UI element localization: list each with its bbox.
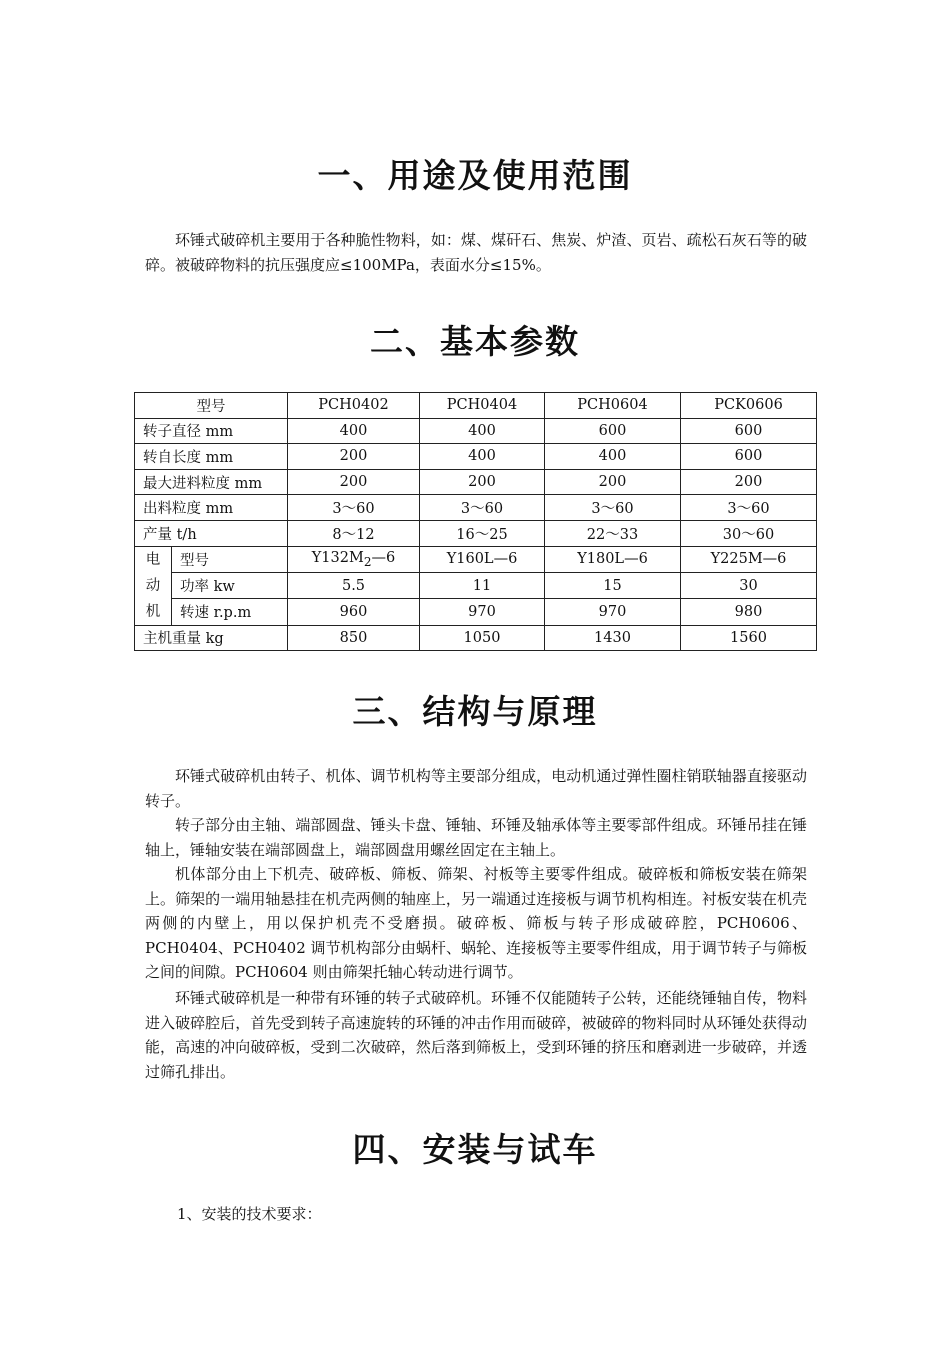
section-title-structure: 三、结构与原理 <box>352 692 598 731</box>
table-cell: 8～12 <box>288 520 420 546</box>
table-cell: Y180L—6 <box>545 546 681 572</box>
table-cell: 970 <box>545 599 681 625</box>
row-label: 转自长度 mm <box>135 444 288 470</box>
table-cell: 3～60 <box>288 495 420 521</box>
table-cell: 22～33 <box>545 520 681 546</box>
table-row <box>135 625 817 651</box>
motor-model-prefix: Y132M <box>311 549 364 566</box>
row-label: 主机重量 kg <box>135 625 288 651</box>
table-cell: 970 <box>420 599 545 625</box>
table-cell: 1050 <box>420 625 545 651</box>
table-cell: 16～25 <box>420 520 545 546</box>
table-cell: 400 <box>545 444 681 470</box>
row-label: 出料粒度 mm <box>135 495 288 521</box>
header-model-4: PCK0606 <box>681 393 817 419</box>
section-title-installation: 四、安装与试车 <box>352 1130 598 1169</box>
motor-char: 电 <box>145 551 161 568</box>
structure-paragraph-3: 机体部分由上下机壳、破碎板、筛板、筛架、衬板等主要零件组成。破碎板和筛板安装在筛架上。筛架的一端用轴悬挂在机壳两侧的轴座上，另一端通过连接板与调节机构相连。衬板安装在机壳两侧的内壁上，用以保护机壳不受磨损。破碎板、筛板与转子形成破碎腔，PCH0606、PCH0404、PCH0402 调节机构部分由蜗杆、蜗轮、连接板等主要零件组成，用于调节转子与筛板之间的间隙。PCH0604 则由筛架托轴心转动进行调节。 <box>145 865 807 981</box>
header-model-2: PCH0404 <box>420 393 545 419</box>
table-cell: 400 <box>288 418 420 444</box>
table-cell: 3～60 <box>420 495 545 521</box>
table-cell: 15 <box>545 572 681 598</box>
section-title-parameters: 二、基本参数 <box>370 322 580 361</box>
table-cell: 960 <box>288 599 420 625</box>
table-cell: 5.5 <box>288 572 420 598</box>
table-cell: 1560 <box>681 625 817 651</box>
usage-paragraph: 环锤式破碎机主要用于各种脆性物料，如：煤、煤矸石、焦炭、炉渣、页岩、疏松石灰石等的破碎。被破碎物料的抗压强度应≤100MPa，表面水分≤15%。 <box>145 231 807 274</box>
table-cell: 3～60 <box>681 495 817 521</box>
structure-paragraph-4: 环锤式破碎机是一种带有环锤的转子式破碎机。环锤不仅能随转子公转，还能绕锤轴自传，物料进入破碎腔后，首先受到转子高速旋转的环锤的冲击作用而破碎，被破碎的物料同时从环锤处获得动能，高速的冲向破碎板，受到二次破碎，然后落到筛板上，受到环锤的挤压和磨剥进一步破碎，并透过筛孔排出。 <box>145 989 807 1081</box>
table-cell: 200 <box>288 444 420 470</box>
table-cell: 11 <box>420 572 545 598</box>
table-cell: 600 <box>545 418 681 444</box>
table-cell: 200 <box>681 469 817 495</box>
table-row <box>135 520 817 546</box>
table-row-motor-power <box>135 572 817 598</box>
table-cell: 200 <box>545 469 681 495</box>
table-row <box>135 495 817 521</box>
table-cell: 1430 <box>545 625 681 651</box>
row-label: 最大进料粒度 mm <box>135 469 288 495</box>
table-cell: 600 <box>681 418 817 444</box>
table-cell: 30 <box>681 572 817 598</box>
table-row-motor-model <box>135 546 817 572</box>
table-header-row <box>135 393 817 419</box>
row-label: 转子直径 mm <box>135 418 288 444</box>
motor-model-subscript: 2 <box>363 554 372 569</box>
header-model-1: PCH0402 <box>288 393 420 419</box>
table-cell: Y225M—6 <box>681 546 817 572</box>
row-label: 功率 kw <box>172 572 288 598</box>
motor-char: 动 <box>145 577 161 594</box>
table-cell: 850 <box>288 625 420 651</box>
header-model-3: PCH0604 <box>545 393 681 419</box>
table-row <box>135 444 817 470</box>
table-cell: 200 <box>288 469 420 495</box>
installation-item-1: 1、安装的技术要求： <box>177 1205 322 1223</box>
table-row-motor-speed <box>135 599 817 625</box>
table-row <box>135 418 817 444</box>
section-title-usage: 一、用途及使用范围 <box>317 156 633 195</box>
motor-model-suffix: —6 <box>371 549 396 566</box>
header-model-label: 型号 <box>135 393 288 419</box>
table-cell: Y160L—6 <box>420 546 545 572</box>
motor-group-label <box>135 546 172 625</box>
motor-char: 机 <box>145 603 161 620</box>
table-cell <box>288 546 420 572</box>
table-cell: 400 <box>420 444 545 470</box>
structure-paragraph-1: 环锤式破碎机由转子、机体、调节机构等主要部分组成，电动机通过弹性圈柱销联轴器直接驱动转子。 <box>145 767 807 810</box>
table-cell: 600 <box>681 444 817 470</box>
row-label: 产量 t/h <box>135 520 288 546</box>
parameters-table <box>134 392 817 651</box>
table-cell: 3～60 <box>545 495 681 521</box>
row-label: 转速 r.p.m <box>172 599 288 625</box>
table-cell: 980 <box>681 599 817 625</box>
table-row <box>135 469 817 495</box>
table-cell: 400 <box>420 418 545 444</box>
table-cell: 200 <box>420 469 545 495</box>
table-cell: 30～60 <box>681 520 817 546</box>
row-label: 型号 <box>172 546 288 572</box>
structure-paragraph-2: 转子部分由主轴、端部圆盘、锤头卡盘、锤轴、环锤及轴承体等主要零部件组成。环锤吊挂在锤轴上，锤轴安装在端部圆盘上，端部圆盘用螺丝固定在主轴上。 <box>145 816 807 859</box>
